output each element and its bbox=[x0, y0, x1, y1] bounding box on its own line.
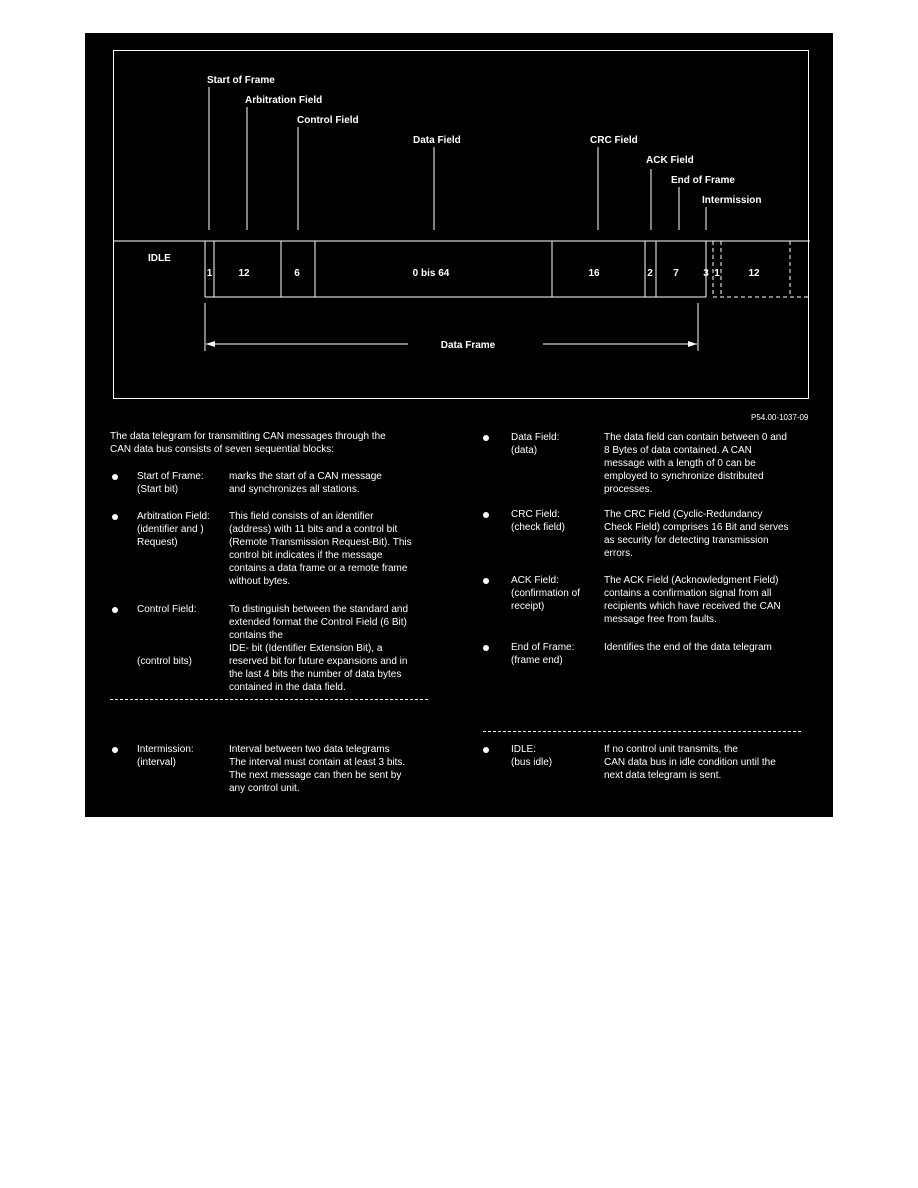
term-description: extended format the Control Field (6 Bit) bbox=[229, 617, 407, 628]
term-description: without bytes. bbox=[229, 576, 291, 587]
bullet-icon bbox=[112, 747, 118, 753]
term-label: Control Field: bbox=[137, 604, 197, 615]
term-description: as security for detecting transmission bbox=[604, 535, 769, 546]
term-description: The CRC Field (Cyclic-Redundancy bbox=[604, 509, 763, 520]
bullet-icon bbox=[483, 578, 489, 584]
term-description: control bit indicates if the message bbox=[229, 550, 383, 561]
term-description: errors. bbox=[604, 548, 633, 559]
term-description: contained in the data field. bbox=[229, 682, 346, 693]
label-crc-field: CRC Field bbox=[590, 135, 638, 146]
term-description: If no control unit transmits, the bbox=[604, 744, 738, 755]
term-description: employed to synchronize distributed bbox=[604, 471, 764, 482]
term-description: processes. bbox=[604, 484, 653, 495]
term-label: End of Frame: bbox=[511, 642, 575, 653]
term-description: This field consists of an identifier bbox=[229, 511, 374, 522]
term-label: (Start bit) bbox=[137, 484, 179, 495]
term-label: IDLE: bbox=[511, 744, 537, 755]
term-description: contains the bbox=[229, 630, 283, 641]
bullet-icon bbox=[483, 435, 489, 441]
term-label: receipt) bbox=[511, 601, 545, 612]
label-start-of-frame: Start of Frame bbox=[207, 75, 275, 86]
term-description: The data field can contain between 0 and bbox=[604, 432, 787, 443]
bullet-icon bbox=[112, 607, 118, 613]
term-description: Identifies the end of the data telegram bbox=[604, 642, 772, 653]
term-label: (data) bbox=[511, 445, 538, 456]
separator bbox=[110, 699, 428, 700]
bits-data: 0 bis 64 bbox=[412, 268, 450, 279]
bullet-icon bbox=[483, 512, 489, 518]
intro-text: CAN data bus consists of seven sequential blocks: bbox=[110, 444, 335, 455]
term-description: marks the start of a CAN message bbox=[229, 471, 382, 482]
term-label: Start of Frame: bbox=[137, 471, 204, 482]
term-description: The next message can then be sent by bbox=[229, 770, 402, 781]
term-label: (check field) bbox=[511, 522, 565, 533]
label-idle: IDLE bbox=[148, 253, 171, 264]
label-ack-field: ACK Field bbox=[646, 155, 694, 166]
term-description: Interval between two data telegrams bbox=[229, 744, 390, 755]
term-description: message with a length of 0 can be bbox=[604, 458, 756, 469]
bits-intermission: 3 bbox=[703, 268, 709, 279]
term-description: To distinguish between the standard and bbox=[229, 604, 409, 615]
term-description: The ACK Field (Acknowledgment Field) bbox=[604, 575, 779, 586]
term-description: reserved bit for future expansions and in bbox=[229, 656, 408, 667]
label-end-of-frame: End of Frame bbox=[671, 175, 735, 186]
term-label: (control bits) bbox=[137, 656, 193, 667]
term-label: Intermission: bbox=[137, 744, 194, 755]
term-description: next data telegram is sent. bbox=[604, 770, 722, 781]
term-description: (address) with 11 bits and a control bit bbox=[229, 524, 398, 535]
term-label: (confirmation of bbox=[511, 588, 580, 599]
bits-next-start: 1 bbox=[714, 268, 720, 279]
term-description: Check Field) comprises 16 Bit and serves bbox=[604, 522, 789, 533]
term-description: (Remote Transmission Request-Bit). This bbox=[229, 537, 412, 548]
bits-ack: 2 bbox=[647, 268, 653, 279]
bits-arbitration: 12 bbox=[238, 268, 250, 279]
label-intermission: Intermission bbox=[702, 195, 762, 206]
term-label: (bus idle) bbox=[511, 757, 553, 768]
term-description: IDE- bit (Identifier Extension Bit), a bbox=[229, 643, 383, 654]
diagram-panel bbox=[85, 33, 833, 817]
bits-next-arbitration: 12 bbox=[748, 268, 760, 279]
term-label: (interval) bbox=[137, 757, 176, 768]
label-control-field: Control Field bbox=[297, 115, 359, 126]
term-description: contains a data frame or a remote frame bbox=[229, 563, 408, 574]
term-description: 8 Bytes of data contained. A CAN bbox=[604, 445, 752, 456]
intro-text: The data telegram for transmitting CAN messages through the bbox=[110, 431, 386, 442]
term-description: CAN data bus in idle condition until the bbox=[604, 757, 776, 768]
term-description: contains a confirmation signal from all bbox=[604, 588, 772, 599]
label-arbitration-field: Arbitration Field bbox=[245, 95, 323, 106]
term-label: (identifier and ) bbox=[137, 524, 204, 535]
separator bbox=[483, 731, 801, 732]
term-description: The interval must contain at least 3 bits. bbox=[229, 757, 406, 768]
bullet-icon bbox=[112, 514, 118, 520]
bits-start-of-frame: 1 bbox=[206, 268, 213, 279]
bullet-icon bbox=[112, 474, 118, 480]
arrowhead-right bbox=[688, 341, 697, 347]
term-description: the last 4 bits the number of data bytes bbox=[229, 669, 402, 680]
label-data-frame: Data Frame bbox=[440, 340, 496, 351]
bits-control: 6 bbox=[294, 268, 300, 279]
term-label: ACK Field: bbox=[511, 575, 559, 586]
bits-end-of-frame: 7 bbox=[673, 268, 679, 279]
label-data-field: Data Field bbox=[413, 135, 461, 146]
term-description: recipients which have received the CAN bbox=[604, 601, 781, 612]
term-description: and synchronizes all stations. bbox=[229, 484, 360, 495]
term-label: CRC Field: bbox=[511, 509, 560, 520]
term-label: (frame end) bbox=[511, 655, 563, 666]
term-description: message free from faults. bbox=[604, 614, 717, 625]
term-description: any control unit. bbox=[229, 783, 300, 794]
term-label: Request) bbox=[137, 537, 178, 548]
term-label: Arbitration Field: bbox=[137, 511, 210, 522]
can-frame-svg bbox=[114, 51, 810, 400]
arrowhead-left bbox=[206, 341, 215, 347]
bullet-icon bbox=[483, 747, 489, 753]
figure-id: P54.00-1037-09 bbox=[751, 413, 809, 422]
bits-crc: 16 bbox=[588, 268, 600, 279]
can-frame-diagram bbox=[113, 50, 809, 399]
term-label: Data Field: bbox=[511, 432, 560, 443]
bullet-icon bbox=[483, 645, 489, 651]
